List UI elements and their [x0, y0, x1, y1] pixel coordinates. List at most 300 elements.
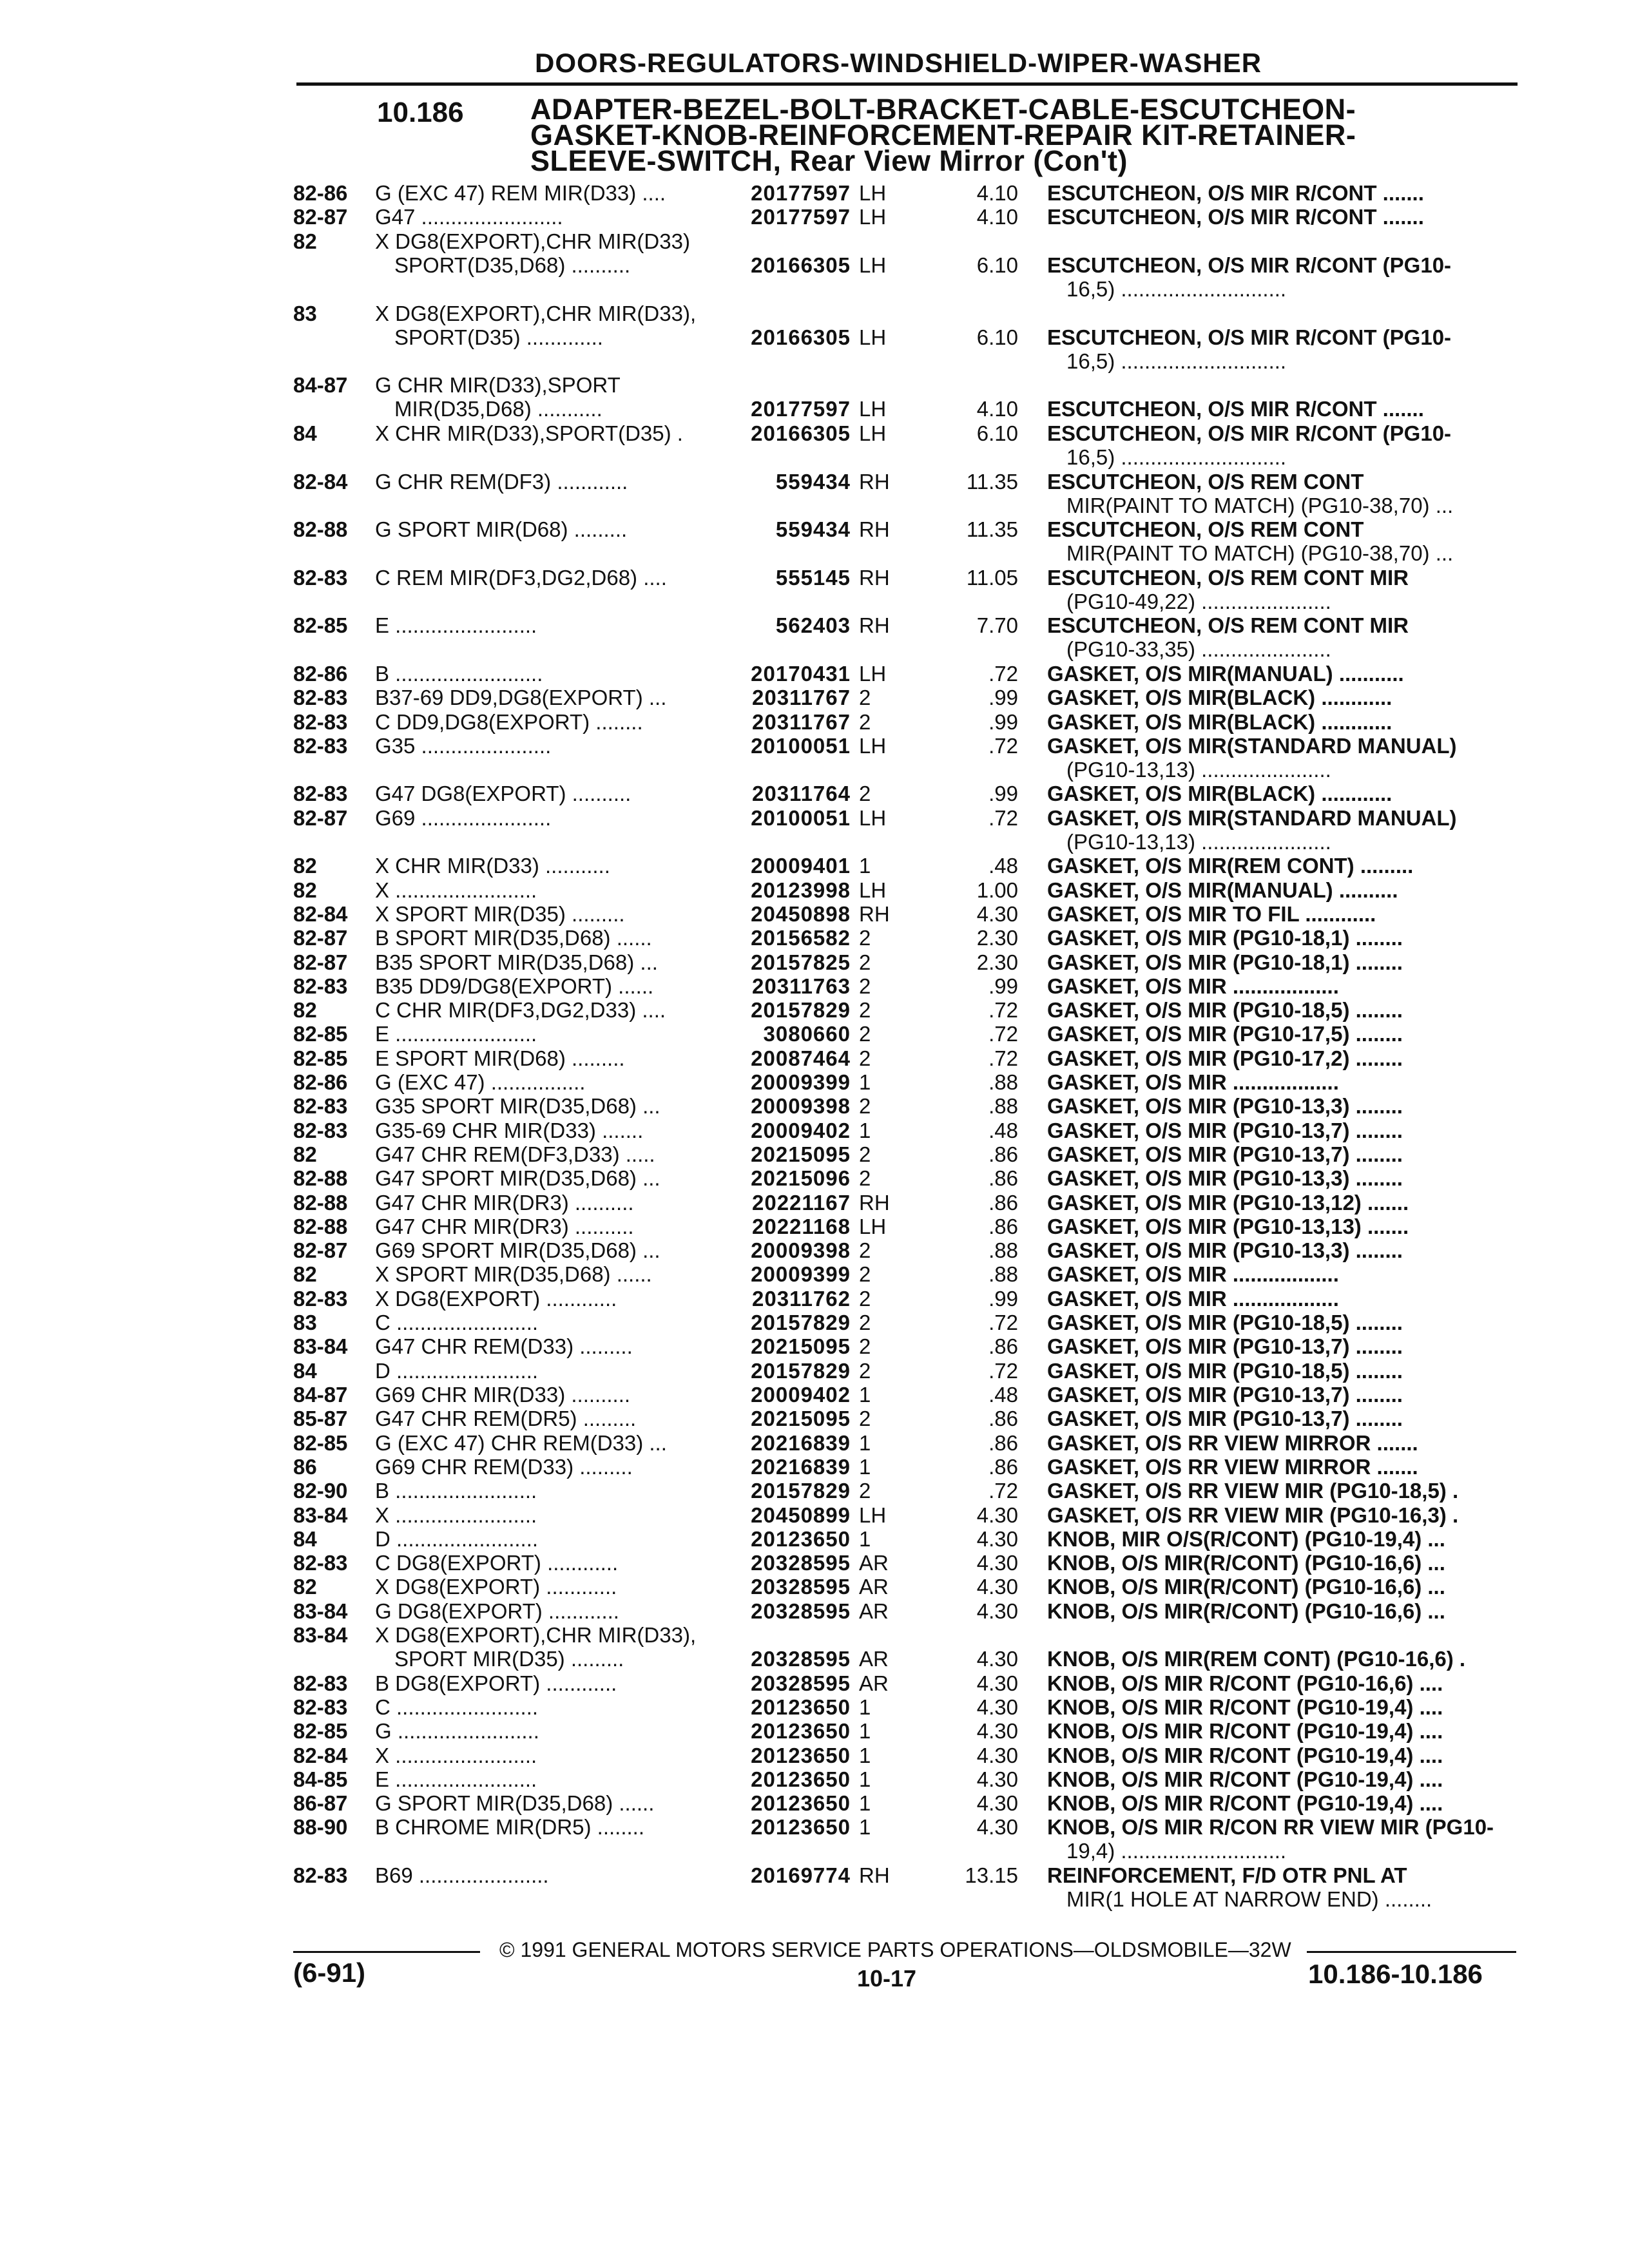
price: 13.15 — [965, 1863, 1018, 1887]
application-line: G69 ...................... — [375, 806, 552, 830]
model-years: 82-86 — [293, 1070, 348, 1094]
model-years: 82 — [293, 1575, 317, 1599]
application-line: C DG8(EXPORT) ............ — [375, 1551, 619, 1575]
quantity: LH — [859, 1215, 887, 1238]
application-line: B DG8(EXPORT) ............ — [375, 1671, 617, 1695]
footer-section-range: 10.186-10.186 — [1308, 1959, 1483, 1989]
model-years: 82 — [293, 854, 317, 878]
part-row — [0, 1287, 1629, 1311]
description-line: KNOB, O/S MIR(R/CONT) (PG10-16,6) ... — [1047, 1575, 1445, 1599]
section-title-line: ADAPTER-BEZEL-BOLT-BRACKET-CABLE-ESCUTCHEON- — [530, 93, 1356, 126]
quantity: 1 — [859, 1767, 871, 1791]
description-line: MIR(PAINT TO MATCH) (PG10-38,70) ... — [1066, 494, 1454, 517]
quantity: 1 — [859, 1455, 871, 1479]
part-row — [0, 1863, 1629, 1912]
quantity: AR — [859, 1647, 889, 1671]
model-years: 82-85 — [293, 1719, 348, 1743]
description-line: KNOB, O/S MIR R/CONT (PG10-16,6) .... — [1047, 1671, 1443, 1695]
quantity: 1 — [859, 1070, 871, 1094]
application-line: B ........................ — [375, 1479, 537, 1503]
model-years: 82-86 — [293, 662, 348, 686]
description-line: KNOB, O/S MIR(REM CONT) (PG10-16,6) . — [1047, 1647, 1466, 1671]
part-row — [0, 181, 1629, 205]
price: .86 — [988, 1334, 1018, 1358]
description — [1047, 1215, 1518, 1238]
model-years: 82-88 — [293, 1215, 348, 1238]
part-row — [0, 613, 1629, 662]
application-line: E SPORT MIR(D68) ......... — [375, 1046, 625, 1070]
part-number: 20157825 — [751, 950, 851, 974]
part-number: 20221168 — [751, 1215, 851, 1238]
footer-copyright: © 1991 GENERAL MOTORS SERVICE PARTS OPERATIONS—OLDSMOBILE—32W — [499, 1938, 1291, 1961]
description — [1047, 974, 1518, 998]
model-years: 82 — [293, 998, 317, 1022]
description — [1047, 1503, 1518, 1527]
part-row — [0, 1334, 1629, 1358]
part-row — [0, 878, 1629, 902]
price: 4.30 — [976, 1767, 1018, 1791]
quantity: 2 — [859, 1334, 871, 1358]
description-line: GASKET, O/S MIR(STANDARD MANUAL) — [1047, 806, 1457, 830]
part-row — [0, 998, 1629, 1022]
model-years: 82-88 — [293, 1166, 348, 1190]
model-years: 82-83 — [293, 974, 348, 998]
description — [1047, 470, 1518, 517]
part-row — [0, 1070, 1629, 1094]
section-title-line: SLEEVE-SWITCH, Rear View Mirror (Con't) — [530, 144, 1128, 177]
price: 4.30 — [976, 1744, 1018, 1767]
model-years: 82-85 — [293, 1022, 348, 1046]
application-line: G35-69 CHR MIR(D33) ....... — [375, 1119, 644, 1142]
price: .99 — [988, 974, 1018, 998]
quantity: 2 — [859, 1479, 871, 1503]
part-row — [0, 1094, 1629, 1118]
price: .86 — [988, 1142, 1018, 1166]
price: .88 — [988, 1262, 1018, 1286]
quantity: 2 — [859, 1022, 871, 1046]
price: .86 — [988, 1191, 1018, 1215]
quantity: RH — [859, 566, 890, 590]
application-line: X CHR MIR(D33) ........... — [375, 854, 610, 878]
part-row — [0, 1262, 1629, 1286]
part-number: 20123650 — [751, 1744, 851, 1767]
description-line: GASKET, O/S MIR (PG10-17,2) ........ — [1047, 1046, 1403, 1070]
part-number: 20328595 — [751, 1647, 851, 1671]
price: .99 — [988, 1287, 1018, 1311]
part-row — [0, 950, 1629, 974]
description-line: ESCUTCHEON, O/S REM CONT — [1047, 517, 1364, 541]
quantity: 1 — [859, 1119, 871, 1142]
part-row — [0, 1022, 1629, 1046]
part-number: 20311763 — [751, 974, 851, 998]
description-line: KNOB, O/S MIR R/CONT (PG10-19,4) .... — [1047, 1695, 1443, 1719]
part-number: 20123650 — [751, 1791, 851, 1815]
part-number: 562403 — [775, 613, 851, 637]
model-years: 82-87 — [293, 205, 348, 229]
part-number: 20328595 — [751, 1575, 851, 1599]
description-line: GASKET, O/S MIR(BLACK) ............ — [1047, 710, 1393, 734]
part-number: 20328595 — [751, 1599, 851, 1623]
quantity: AR — [859, 1551, 889, 1575]
description-line: KNOB, O/S MIR R/CONT (PG10-19,4) .... — [1047, 1719, 1443, 1743]
description — [1047, 1431, 1518, 1455]
application-line: B SPORT MIR(D35,D68) ...... — [375, 926, 652, 950]
part-row — [0, 1311, 1629, 1334]
quantity: 2 — [859, 998, 871, 1022]
price: .72 — [988, 1022, 1018, 1046]
model-years: 83-84 — [293, 1599, 348, 1623]
part-row — [0, 1191, 1629, 1215]
part-row — [0, 1744, 1629, 1767]
description — [1047, 1719, 1518, 1743]
quantity: 1 — [859, 854, 871, 878]
model-years: 82-85 — [293, 1046, 348, 1070]
application-line: G47 SPORT MIR(D35,D68) ... — [375, 1166, 660, 1190]
model-years: 82-87 — [293, 806, 348, 830]
application-line: X CHR MIR(D33),SPORT(D35) . — [375, 421, 683, 445]
quantity: 1 — [859, 1719, 871, 1743]
footer-date: (6-91) — [293, 1957, 366, 1988]
price: .99 — [988, 710, 1018, 734]
description-line: GASKET, O/S MIR (PG10-18,5) ........ — [1047, 1311, 1403, 1334]
application-line: X DG8(EXPORT),CHR MIR(D33), — [375, 1623, 697, 1647]
description — [1047, 1815, 1518, 1863]
application-line: G DG8(EXPORT) ............ — [375, 1599, 619, 1623]
model-years: 84 — [293, 1527, 317, 1551]
part-number: 20215096 — [751, 1166, 851, 1190]
quantity: 1 — [859, 1744, 871, 1767]
application-line: G CHR MIR(D33),SPORT — [375, 373, 621, 397]
model-years: 84 — [293, 1359, 317, 1383]
part-row — [0, 686, 1629, 709]
application-line: X ........................ — [375, 878, 537, 902]
part-number: 20157829 — [751, 1359, 851, 1383]
application-line: G69 SPORT MIR(D35,D68) ... — [375, 1238, 660, 1262]
footer-rule — [293, 1951, 480, 1953]
part-row — [0, 1119, 1629, 1142]
description-line: MIR(PAINT TO MATCH) (PG10-38,70) ... — [1066, 541, 1454, 565]
application-line: E ........................ — [375, 1767, 537, 1791]
application-line: G ........................ — [375, 1719, 539, 1743]
application-line: SPORT MIR(D35) ......... — [394, 1647, 624, 1671]
part-row — [0, 205, 1629, 229]
quantity: LH — [859, 1503, 887, 1527]
description-line: GASKET, O/S MIR (PG10-13,7) ........ — [1047, 1334, 1403, 1358]
description-line: KNOB, O/S MIR R/CONT (PG10-19,4) .... — [1047, 1744, 1443, 1767]
description-line: (PG10-13,13) ...................... — [1066, 758, 1331, 782]
application-line: C CHR MIR(DF3,DG2,D33) .... — [375, 998, 666, 1022]
description — [1047, 1142, 1518, 1166]
part-number: 20166305 — [751, 421, 851, 445]
description-line: (PG10-33,35) ...................... — [1066, 637, 1331, 661]
model-years: 88-90 — [293, 1815, 348, 1839]
description-line: ESCUTCHEON, O/S MIR R/CONT ....... — [1047, 397, 1424, 421]
quantity: 2 — [859, 950, 871, 974]
description-line: REINFORCEMENT, F/D OTR PNL AT — [1047, 1863, 1407, 1887]
description-line: GASKET, O/S MIR (PG10-13,3) ........ — [1047, 1094, 1403, 1118]
description-line: GASKET, O/S MIR (PG10-18,5) ........ — [1047, 1359, 1403, 1383]
application-line: G47 CHR MIR(DR3) .......... — [375, 1191, 634, 1215]
model-years: 82-87 — [293, 926, 348, 950]
model-years: 82-83 — [293, 1119, 348, 1142]
part-row — [0, 1215, 1629, 1238]
description — [1047, 950, 1518, 974]
part-row — [0, 1767, 1629, 1791]
description-line: MIR(1 HOLE AT NARROW END) ........ — [1066, 1887, 1432, 1911]
application-line: X DG8(EXPORT),CHR MIR(D33), — [375, 302, 697, 325]
footer-page-number: 10-17 — [857, 1965, 917, 1992]
description-line: GASKET, O/S RR VIEW MIRROR ....... — [1047, 1431, 1418, 1455]
part-number: 20450899 — [751, 1503, 851, 1527]
part-row — [0, 1383, 1629, 1407]
price: 4.30 — [976, 1791, 1018, 1815]
quantity: RH — [859, 1191, 890, 1215]
quantity: 1 — [859, 1791, 871, 1815]
quantity: LH — [859, 253, 887, 277]
part-row — [0, 1671, 1629, 1695]
part-number: 20157829 — [751, 1311, 851, 1334]
description — [1047, 517, 1518, 565]
part-number: 20123650 — [751, 1695, 851, 1719]
application-line: G47 DG8(EXPORT) .......... — [375, 782, 631, 805]
description-line: GASKET, O/S RR VIEW MIRROR ....... — [1047, 1455, 1418, 1479]
description-line: (PG10-49,22) ...................... — [1066, 590, 1331, 613]
application-line: B37-69 DD9,DG8(EXPORT) ... — [375, 686, 667, 709]
application-line: G SPORT MIR(D68) ......... — [375, 517, 628, 541]
price: .72 — [988, 1479, 1018, 1503]
application-line: X SPORT MIR(D35,D68) ...... — [375, 1262, 652, 1286]
part-row — [0, 1791, 1629, 1815]
part-number: 20311762 — [751, 1287, 851, 1311]
description-line: GASKET, O/S MIR .................. — [1047, 974, 1339, 998]
price: .72 — [988, 1046, 1018, 1070]
part-row — [0, 1359, 1629, 1383]
description — [1047, 1311, 1518, 1334]
price: 2.30 — [976, 926, 1018, 950]
model-years: 82-83 — [293, 710, 348, 734]
description — [1047, 1094, 1518, 1118]
part-number: 3080660 — [763, 1022, 851, 1046]
price: 1.00 — [976, 878, 1018, 902]
description-line: KNOB, O/S MIR(R/CONT) (PG10-16,6) ... — [1047, 1551, 1445, 1575]
description-line: GASKET, O/S MIR (PG10-18,1) ........ — [1047, 926, 1403, 950]
description — [1047, 1647, 1518, 1671]
price: .72 — [988, 998, 1018, 1022]
price: .88 — [988, 1070, 1018, 1094]
part-row — [0, 517, 1629, 566]
application-line: MIR(D35,D68) ........... — [394, 397, 602, 421]
part-row — [0, 1166, 1629, 1190]
description-line: ESCUTCHEON, O/S MIR R/CONT ....... — [1047, 205, 1424, 229]
part-row — [0, 1431, 1629, 1455]
description — [1047, 710, 1518, 734]
quantity: RH — [859, 470, 890, 494]
model-years: 82-86 — [293, 181, 348, 205]
description — [1047, 1022, 1518, 1046]
description-line: GASKET, O/S MIR (PG10-13,7) ........ — [1047, 1407, 1403, 1430]
quantity: AR — [859, 1599, 889, 1623]
price: 4.10 — [976, 205, 1018, 229]
quantity: 1 — [859, 1527, 871, 1551]
description — [1047, 1383, 1518, 1407]
price: 4.10 — [976, 181, 1018, 205]
quantity: LH — [859, 205, 887, 229]
description — [1047, 253, 1518, 301]
part-number: 555145 — [775, 566, 851, 590]
description-line: GASKET, O/S RR VIEW MIR (PG10-18,5) . — [1047, 1479, 1459, 1503]
part-row — [0, 1455, 1629, 1479]
part-number: 20123650 — [751, 1527, 851, 1551]
description — [1047, 902, 1518, 926]
description-line: GASKET, O/S MIR(MANUAL) ........... — [1047, 662, 1404, 686]
description — [1047, 1287, 1518, 1311]
model-years: 82 — [293, 229, 317, 253]
part-row — [0, 1815, 1629, 1863]
model-years: 82-87 — [293, 1238, 348, 1262]
part-number: 20328595 — [751, 1671, 851, 1695]
price: 4.30 — [976, 1503, 1018, 1527]
price: .86 — [988, 1431, 1018, 1455]
part-row — [0, 974, 1629, 998]
quantity: 2 — [859, 1046, 871, 1070]
application-line: E ........................ — [375, 1022, 537, 1046]
part-number: 20009402 — [751, 1119, 851, 1142]
quantity: 1 — [859, 1695, 871, 1719]
model-years: 83-84 — [293, 1334, 348, 1358]
price: 6.10 — [976, 421, 1018, 445]
description-line: KNOB, MIR O/S(R/CONT) (PG10-19,4) ... — [1047, 1527, 1445, 1551]
part-row — [0, 1407, 1629, 1430]
application-line: X DG8(EXPORT) ............ — [375, 1575, 617, 1599]
part-number: 20215095 — [751, 1142, 851, 1166]
quantity: 1 — [859, 1383, 871, 1407]
quantity: AR — [859, 1671, 889, 1695]
description-line: GASKET, O/S MIR(MANUAL) .......... — [1047, 878, 1398, 902]
part-number: 20216839 — [751, 1431, 851, 1455]
description — [1047, 1359, 1518, 1383]
quantity: 2 — [859, 974, 871, 998]
part-row — [0, 373, 1629, 421]
part-row — [0, 1695, 1629, 1719]
description — [1047, 1551, 1518, 1575]
description — [1047, 878, 1518, 902]
price: .48 — [988, 1383, 1018, 1407]
description — [1047, 1191, 1518, 1215]
quantity: LH — [859, 325, 887, 349]
application-line: G (EXC 47) ................ — [375, 1070, 586, 1094]
description-line: 19,4) ............................ — [1066, 1839, 1287, 1863]
quantity: 2 — [859, 1262, 871, 1286]
application-line: B35 SPORT MIR(D35,D68) ... — [375, 950, 658, 974]
part-number: 20100051 — [751, 734, 851, 758]
part-number: 20221167 — [751, 1191, 851, 1215]
quantity: 2 — [859, 710, 871, 734]
description-line: ESCUTCHEON, O/S REM CONT MIR — [1047, 613, 1409, 637]
description-line: KNOB, O/S MIR R/CONT (PG10-19,4) .... — [1047, 1791, 1443, 1815]
description-line: ESCUTCHEON, O/S MIR R/CONT (PG10- — [1047, 421, 1452, 445]
model-years: 84 — [293, 421, 317, 445]
model-years: 84-87 — [293, 373, 348, 397]
model-years: 82-85 — [293, 1431, 348, 1455]
quantity: AR — [859, 1575, 889, 1599]
description-line: ESCUTCHEON, O/S REM CONT MIR — [1047, 566, 1409, 590]
price: .88 — [988, 1094, 1018, 1118]
model-years: 82-84 — [293, 1744, 348, 1767]
part-number: 20450898 — [751, 902, 851, 926]
price: 11.35 — [966, 517, 1018, 541]
description — [1047, 686, 1518, 709]
part-row — [0, 1599, 1629, 1623]
application-line: E ........................ — [375, 613, 537, 637]
price: .99 — [988, 686, 1018, 709]
part-row — [0, 1551, 1629, 1575]
description-line: (PG10-13,13) ...................... — [1066, 830, 1331, 854]
application-line: C REM MIR(DF3,DG2,D68) .... — [375, 566, 667, 590]
part-number: 20311767 — [751, 710, 851, 734]
model-years: 82 — [293, 1262, 317, 1286]
model-years: 84-87 — [293, 1383, 348, 1407]
model-years: 82 — [293, 1142, 317, 1166]
quantity: 2 — [859, 1142, 871, 1166]
section-number: 10.186 — [377, 97, 464, 128]
model-years: 82-83 — [293, 1094, 348, 1118]
description-line: KNOB, O/S MIR R/CONT (PG10-19,4) .... — [1047, 1767, 1443, 1791]
price: 4.30 — [976, 1719, 1018, 1743]
price: .48 — [988, 1119, 1018, 1142]
quantity: 2 — [859, 1287, 871, 1311]
description — [1047, 205, 1518, 229]
part-row — [0, 1623, 1629, 1671]
quantity: 1 — [859, 1815, 871, 1839]
application-line: X DG8(EXPORT),CHR MIR(D33) — [375, 229, 690, 253]
price: 4.30 — [976, 1599, 1018, 1623]
description — [1047, 1744, 1518, 1767]
part-number: 20157829 — [751, 1479, 851, 1503]
description — [1047, 1791, 1518, 1815]
model-years: 82-88 — [293, 517, 348, 541]
quantity: 2 — [859, 1359, 871, 1383]
description-line: ESCUTCHEON, O/S REM CONT — [1047, 470, 1364, 494]
description-line: GASKET, O/S RR VIEW MIR (PG10-16,3) . — [1047, 1503, 1459, 1527]
description — [1047, 806, 1518, 854]
description — [1047, 1070, 1518, 1094]
part-number: 20009399 — [751, 1070, 851, 1094]
description-line: GASKET, O/S MIR(STANDARD MANUAL) — [1047, 734, 1457, 758]
description-line: 16,5) ............................ — [1066, 349, 1287, 373]
part-number: 20170431 — [751, 662, 851, 686]
description-line: 16,5) ............................ — [1066, 277, 1287, 301]
quantity: 2 — [859, 1094, 871, 1118]
description — [1047, 854, 1518, 878]
quantity: 2 — [859, 1407, 871, 1430]
description — [1047, 1407, 1518, 1430]
price: .72 — [988, 1311, 1018, 1334]
model-years: 82-83 — [293, 566, 348, 590]
application-line: G35 SPORT MIR(D35,D68) ... — [375, 1094, 660, 1118]
price: .86 — [988, 1455, 1018, 1479]
description — [1047, 1455, 1518, 1479]
price: 6.10 — [976, 253, 1018, 277]
part-row — [0, 229, 1629, 301]
description — [1047, 734, 1518, 782]
part-row — [0, 470, 1629, 518]
description-line: ESCUTCHEON, O/S MIR R/CONT (PG10- — [1047, 325, 1452, 349]
application-line: G69 CHR REM(D33) ......... — [375, 1455, 633, 1479]
price: 4.30 — [976, 1695, 1018, 1719]
price: 6.10 — [976, 325, 1018, 349]
part-number: 20215095 — [751, 1407, 851, 1430]
description-line: ESCUTCHEON, O/S MIR R/CONT ....... — [1047, 181, 1424, 205]
